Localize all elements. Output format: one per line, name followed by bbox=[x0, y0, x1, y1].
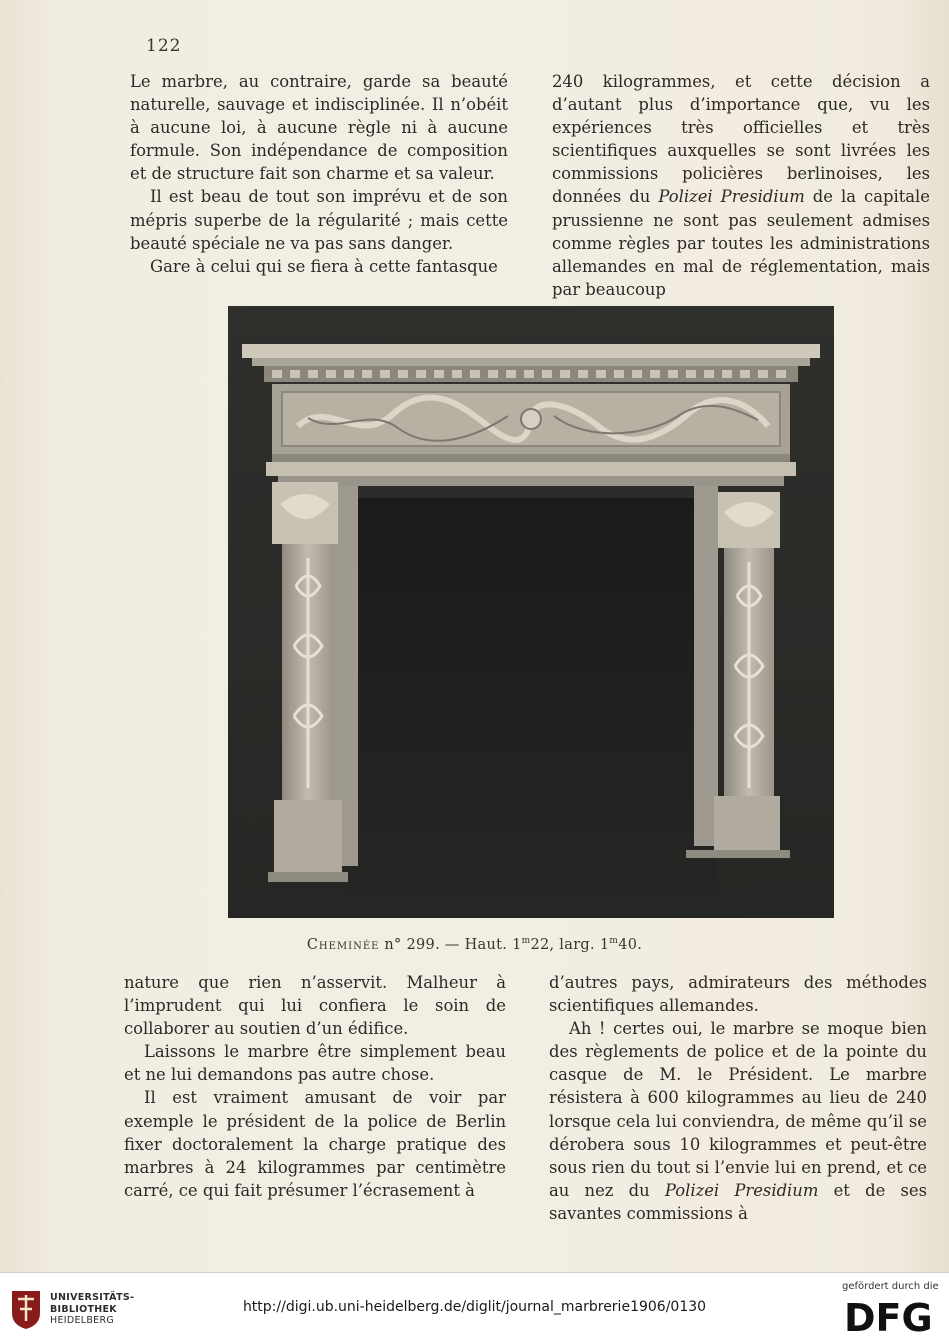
fireplace-photograph bbox=[228, 306, 834, 918]
text-column-top-right bbox=[552, 70, 930, 301]
fireplace-opening bbox=[346, 498, 716, 894]
text-column-bottom-right bbox=[549, 971, 927, 1225]
paragraph: d’autres pays, admirateurs des méthodes scientifiques allemandes. bbox=[549, 973, 927, 1016]
text-column-top-left bbox=[130, 70, 508, 278]
sponsor-label: gefördert durch die bbox=[842, 1281, 939, 1292]
paragraph: Laissons le marbre être simplement beau et ne lui demandons pas autre chose. bbox=[124, 1042, 506, 1085]
paragraph: Il est beau de tout son imprévu et de son mépris superbe de la régularité ; mais cette beauté spéciale ne va pas sans danger. bbox=[130, 187, 508, 253]
paragraph: Le marbre, au contraire, garde sa beauté naturelle, sauvage et indisciplinée. Il n’obéit à aucune loi, à aucune règle ni à aucune formule. Son indépendance de composition et de structure fait son charme et sa valeur. bbox=[130, 72, 508, 184]
source-url-link[interactable]: http://digi.ub.uni-heidelberg.de/diglit/journal_marbrerie1906/0130 bbox=[242, 1299, 707, 1315]
paragraph: 240 kilogrammes, et cette décision a d’autant plus d’importance que, vu les expériences très officielles et très scientifiques auxquelles se sont livrées les commissions policières berlinoises, les données du Polizei Presidium de la capitale prussienne ne sont pas seulement admises comme règles par toutes les administrations allemandes en mal de réglementation, mais par beaucoup bbox=[552, 72, 930, 299]
figure-caption: Cheminée n° 299. — Haut. 1$^m$22, larg. 1$^m$40. bbox=[306, 936, 643, 953]
paragraph: Gare à celui qui se fiera à cette fantasque bbox=[150, 256, 498, 276]
svg-text:DFG: DFG bbox=[844, 1297, 933, 1337]
paragraph: Il est vraiment amusant de voir par exemple le président de la police de Berlin fixer doctoralement la charge pratique des marbres à 24 kilogrammes par centimètre carré, ce qui fait présumer l’écrasement à bbox=[124, 1088, 506, 1200]
paragraph: nature que rien n’asservit. Malheur à l’imprudent qui lui confiera le soin de collaborer au soutien d’un édifice. bbox=[124, 973, 506, 1039]
digital-library-footer bbox=[0, 1272, 949, 1342]
paragraph: Ah ! certes oui, le marbre se moque bien des règlements de police et de la pointe du casque de M. le Président. Le marbre résistera à 600 kilogrammes au lieu de 240 lorsque cela lui conviendra, de même qu’il se dérobera sous 10 kilogrammes et peut-être sous rien du tout si l’envie lui en prend, et ce au nez du Polizei Presidium et de ses savantes commissions à bbox=[549, 1019, 927, 1223]
dfg-logo-icon bbox=[842, 1297, 940, 1337]
base-right bbox=[714, 796, 780, 850]
institution-name: UNIVERSITÄTS- BIBLIOTHEK HEIDELBERG bbox=[50, 1292, 135, 1326]
page-number: 122 bbox=[146, 36, 182, 56]
fireplace-illustration bbox=[228, 306, 834, 918]
inner-pilaster-right bbox=[694, 486, 718, 846]
base-left bbox=[274, 800, 342, 872]
text-column-bottom-left bbox=[124, 971, 506, 1202]
mantel-shelf bbox=[242, 344, 820, 358]
